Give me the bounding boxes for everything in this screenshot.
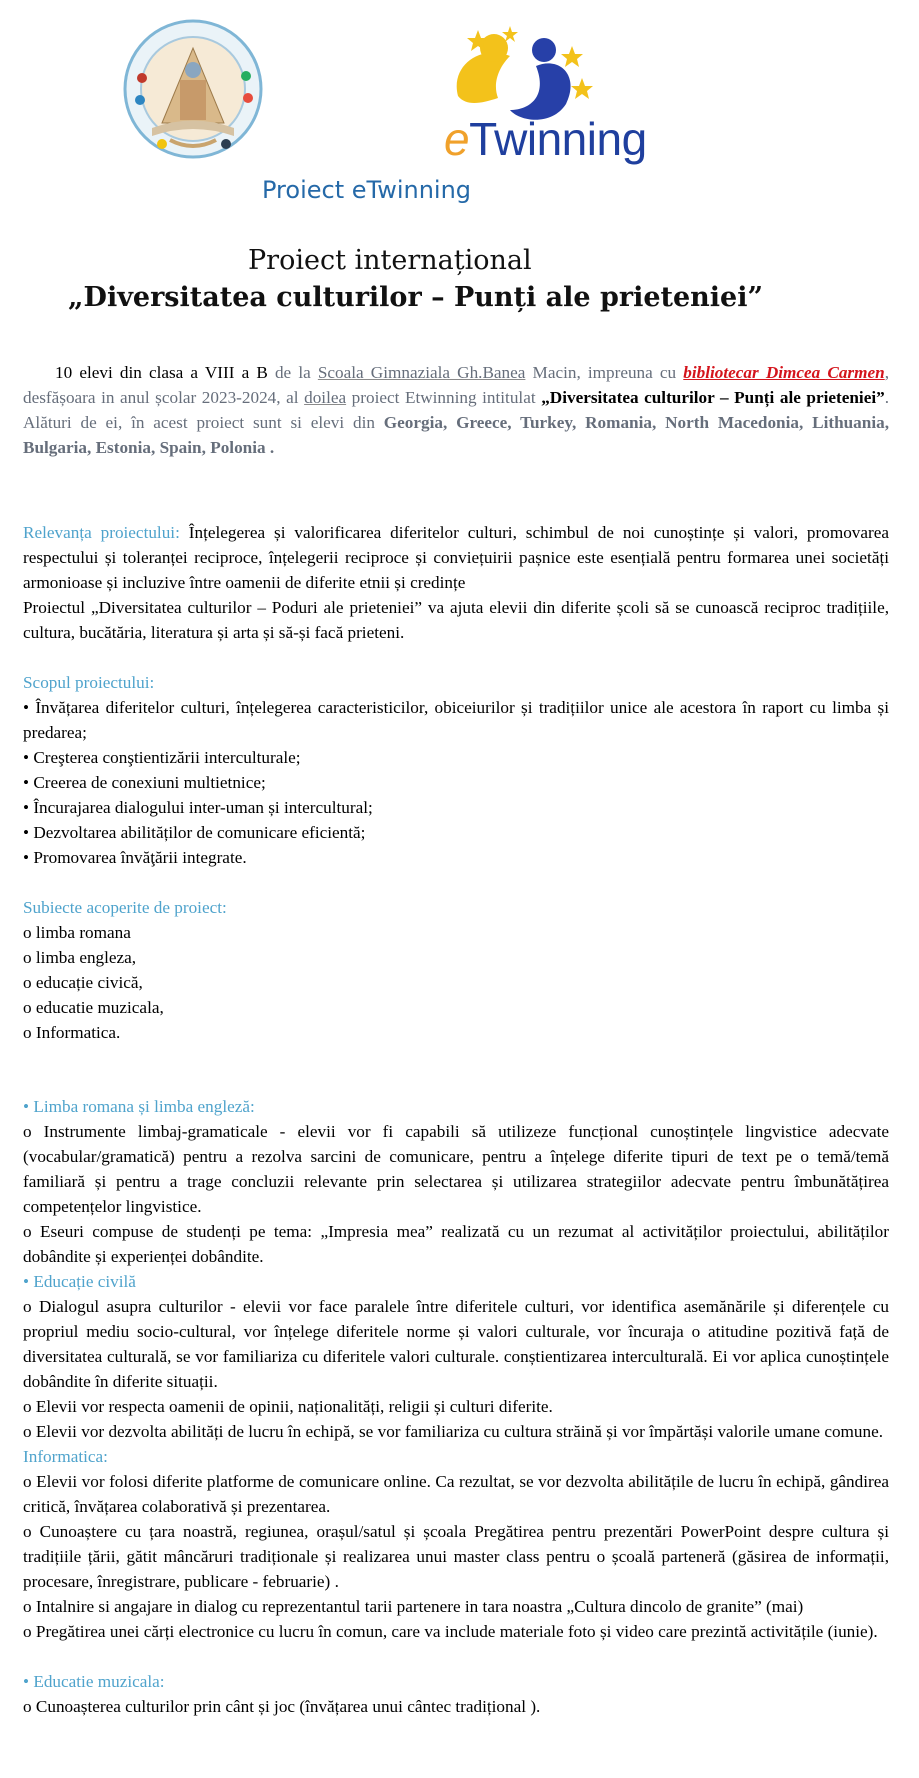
list-item: o Eseuri compuse de studenți pe tema: „Impresia mea” realizată cu un rezumat al activităților proiectului, abilităților dobândite și experienței dobândite. [23, 1222, 889, 1266]
list-item: o Elevii vor folosi diferite platforme de comunicare online. Ca rezultat, se vor dezvolta abilitățile de lucru în echipă, gândirea critică, învățarea colaborativă și prezentarea. [23, 1472, 889, 1516]
list-item: o Cunoașterea culturilor prin cânt și joc (învățarea unui cântec tradițional ). [23, 1697, 541, 1716]
relevance-section: Relevanța proiectului: Înțelegerea și valorificarea diferitelor culturi, schimbul de noi cunoștințe și valori, promovarea respectului și toleranței reciproce, înțelegerii reciproce și conviețuirii pașnice este esențială pentru formarea unei societăți armonioase și incluzive între oamenii de diferite etnii și credințe Proiectul „Diversitatea culturilor – Poduri ale prieteniei” va ajuta elevii din diferite școli să se cunoască reciproc tradițiile, cultura, bucătăria, literatura și arta și să-și facă prieteni. [23, 520, 889, 645]
list-item: o educație civică, [23, 973, 143, 992]
scope-section [23, 670, 889, 870]
document-subtitle: „Diversitatea culturilor – Punți ale prieteniei” [68, 282, 764, 313]
romana-engleza-heading: Limba romana și limba engleză: [33, 1097, 255, 1116]
subjects-heading: Subiecte acoperite de proiect: [23, 898, 227, 917]
list-item: o Dialogul asupra culturilor - elevii vor face paralele între diferitele culturi, vor identifica asemănările și diferențele cu propriul mediu socio-cultural, vor înțelege diferitele norme și valori culturale, vor încuraja o atitudine pozitivă față de diversitatea culturală, se vor familiariza cu diferitele valori culturale. conștientizarea interculturală. Ei vor aplica cunoștințele dobândite în diferite situații. [23, 1297, 889, 1391]
relevance-text2: Proiectul „Diversitatea culturilor – Poduri ale prieteniei” va ajuta elevii din diferite școli să se cunoască reciproc tradițiile, cultura, bucătăria, literatura și arta și să-și facă prieteni. [23, 598, 889, 642]
list-item: • Încurajarea dialogului inter-uman și intercultural; [23, 798, 373, 817]
scope-heading: Scopul proiectului: [23, 673, 155, 692]
list-item: o educatie muzicala, [23, 998, 164, 1017]
list-item: o Pregătirea unei cărți electronice cu lucru în comun, care va include materiale foto și video care prezintă activitățile (iunie). [23, 1622, 878, 1641]
list-item: o Elevii vor dezvolta abilități de lucru în echipă, se vor familiariza cu cultura străină și vor împărtăși valorile umane comune. [23, 1422, 884, 1441]
muzicala-heading: Educatie muzicala: [33, 1672, 165, 1691]
list-item: • Dezvoltarea abilităților de comunicare eficientă; [23, 823, 366, 842]
diversity-of-cultures-logo [122, 18, 264, 160]
list-item: • Promovarea învăţării integrate. [23, 848, 247, 867]
list-item: o Informatica. [23, 1023, 121, 1042]
intro-paragraph: 10 elevi din clasa a VIII a B de la Scoala Gimnaziala Gh.Banea Macin, impreuna cu bibliotecar Dimcea Carmen, desfășoara in anul școlar 2023-2024, al doilea proiect Etwinning intitulat „Diversitatea culturilor – Punți ale prieteniei”. Alături de ei, în acest proiect sunt si elevi din Georgia, Greece, Turkey, Romania, North Macedonia, Lithuania, Bulgaria, Estonia, Spain, Polonia . [23, 363, 890, 457]
list-item: o Intalnire si angajare in dialog cu reprezentantul tarii partenere in tara noastra „Cultura dincolo de granite” (mai) [23, 1597, 804, 1616]
list-item: • Creerea de conexiuni multietnice; [23, 773, 266, 792]
etwinning-wordmark: eTwinning [444, 113, 647, 165]
list-item: • Creşterea conştientizării interculturale; [23, 748, 301, 767]
list-item: o Instrumente limbaj-gramaticale - elevii vor fi capabili să utilizeze funcțional cunoștințele lingvistice adecvate (vocabular/gramatică) pentru a rezolva sarcini de comunicare, pentru a înțelege diferite tipuri de text pe o temă/temă familiară și pentru a trage concluzii relevante prin selectarea și utilizarea strategiilor adecvate pentru îmbunătățirea competențelor lingvistice. [23, 1122, 889, 1216]
list-item: o Elevii vor respecta oamenii de opinii, naționalități, religii și culturi diferite. [23, 1397, 553, 1416]
list-item: o limba romana [23, 923, 131, 942]
document-title: Proiect internațional [248, 245, 532, 276]
civica-heading: Educație civilă [33, 1272, 136, 1291]
list-item: • Învățarea diferitelor culturi, înțelegerea caracteristicilor, obiceiurilor și tradițiilor unice ale acestora în raport cu limba și predarea; [23, 698, 889, 742]
informatica-heading: Informatica: [23, 1447, 108, 1466]
project-label: Proiect eTwinning [262, 176, 472, 204]
subjects-section [23, 895, 889, 1045]
list-item: o limba engleza, [23, 948, 137, 967]
list-item: o Cunoaștere cu țara noastră, regiunea, orașul/satul și școala Pregătirea pentru prezentări PowerPoint despre cultura și tradițiile țării, gătit mâncăruri tradiționale și realizarea unui master class pentru o școală parteneră (găsirea de informații, procesare, înregistrare, publicare - februarie) . [23, 1522, 889, 1591]
subject-details: • Limba romana și limba engleză: o Instrumente limbaj-gramaticale - elevii vor fi capabili să utilizeze funcțional cunoștințele lingvistice adecvate (vocabular/gramatică) pentru a rezolva sarcini de comunicare, pentru a înțelege diferite tipuri de text pe o temă/temă familiară și pentru a trage concluzii relevante prin selectarea și utilizarea strategiilor adecvate pentru îmbunătățirea competențelor lingvistice. o Eseuri compuse de studenți pe tema: „Impresia mea” realizată cu un rezumat al activităților proiectului, abilităților dobândite și experienței dobândite. • Educație civilă o Dialogul asupra culturilor - elevii vor face paralele între diferitele culturi, vor identifica asemănările și diferențele cu propriul mediu socio-cultural, vor înțelege diferitele norme și valori culturale, vor încuraja o atitudine pozitivă față de diversitatea culturală, se vor familiariza cu diferitele valori culturale. conștientizarea interculturală. Ei vor aplica cunoștințele dobândite în diferite situații. o Elevii vor respecta oamenii de opinii, naționalități, religii și culturi diferite. o Elevii vor dezvolta abilități de lucru în echipă, se vor familiariza cu cultura străină și vor împărtăși valorile umane comune. Informatica: o Elevii vor folosi diferite platforme de comunicare online. Ca rezultat, se vor dezvolta abilitățile de lucru în echipă, gândirea critică, învățarea colaborativă și prezentarea. o Cunoaștere cu țara noastră, regiunea, orașul/satul și școala Pregătirea pentru prezentări PowerPoint despre cultura și tradițiile țării, gătit mâncăruri tradiționale și realizarea unui master class pentru o școală parteneră (găsirea de informații, procesare, înregistrare, publicare - februarie) . o Intalnire si angajare in dialog cu reprezentantul tarii partenere in tara noastra „Cultura dincolo de granite” (mai) o Pregătirea unei cărți electronice cu lucru în comun, care va include materiale foto și video care prezintă activitățile (iunie). • Educatie muzicala: o Cunoașterea culturilor prin cânt și joc (învățarea unui cântec tradițional ). [23, 1094, 889, 1719]
relevance-heading: Relevanța proiectului: [23, 523, 189, 542]
